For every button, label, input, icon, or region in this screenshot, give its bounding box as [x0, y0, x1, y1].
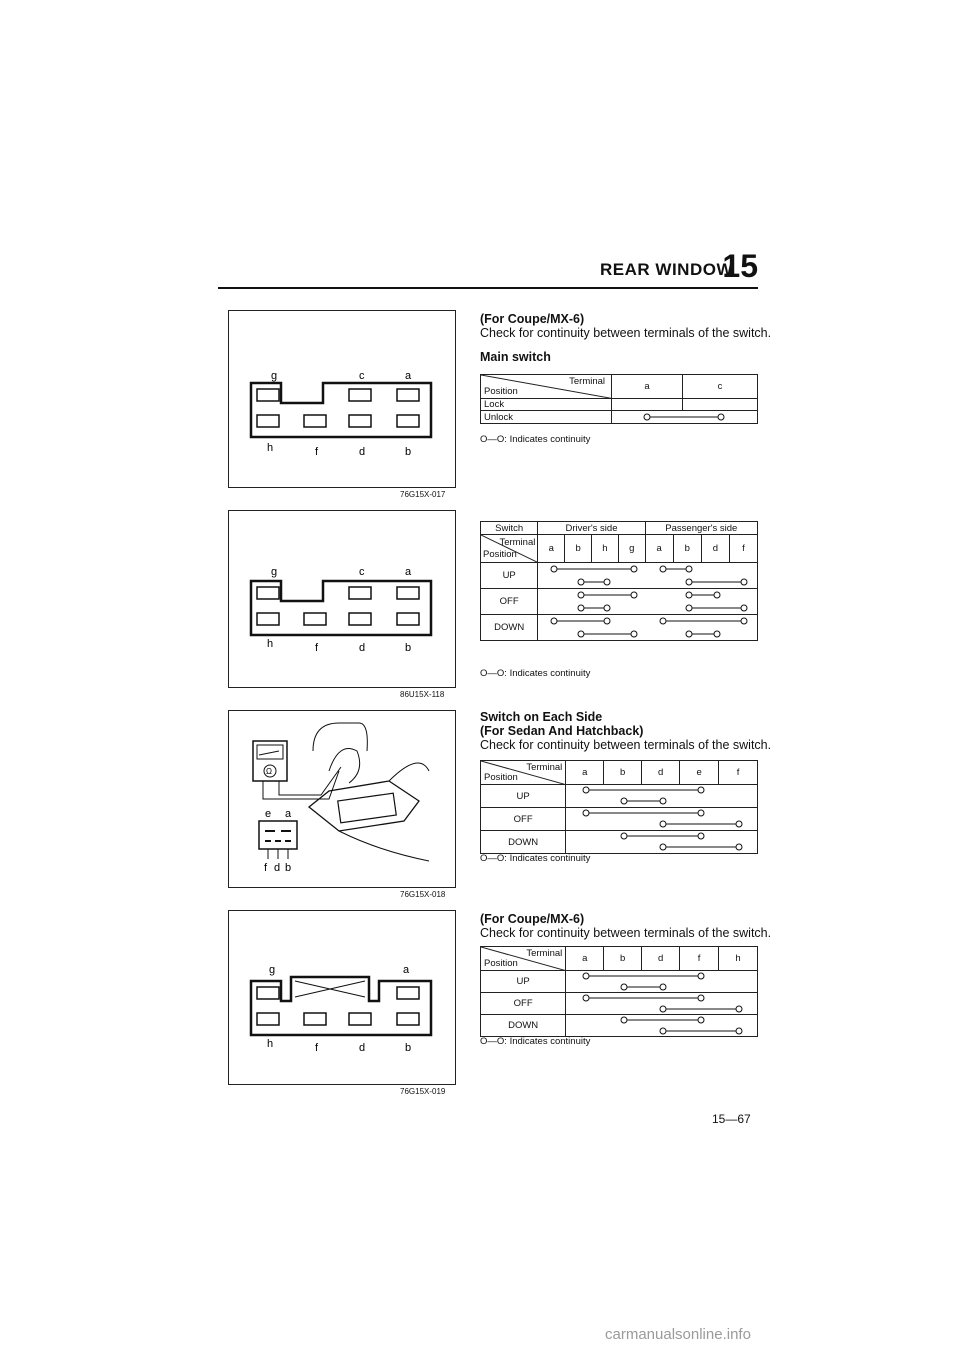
figure-connector-sub-switch [228, 510, 456, 688]
connector-diagram [229, 311, 455, 487]
label-c: c [359, 370, 365, 382]
label-a: a [285, 808, 292, 820]
label-b: b [405, 1042, 412, 1054]
figure-connector-coupe [228, 910, 456, 1085]
figure-connector-main-switch [228, 310, 456, 488]
header-rule [218, 287, 758, 289]
figure-caption: 76G15X-017 [400, 490, 446, 499]
header-diagonal-cell: Terminal Position [481, 375, 612, 399]
switch-terminal-table: Switch Driver's side Passenger's side Terminal Position a b h g a b d f UP OFF DOWN [480, 521, 758, 641]
label-g: g [271, 566, 278, 578]
label-f: f [315, 446, 319, 458]
label-a: a [405, 370, 412, 382]
section4-text: Check for continuity between terminals of the switch. [480, 926, 772, 940]
continuity-legend: O—O: Indicates continuity [480, 1036, 591, 1047]
label-a: a [403, 964, 410, 976]
label-g: g [269, 964, 276, 976]
header-diagonal-cell: Terminal Position [481, 761, 566, 785]
section3-text: Check for continuity between terminals of the switch. [480, 738, 772, 752]
page-number: 15—67 [712, 1112, 751, 1126]
label-a: a [405, 566, 412, 578]
continuity-legend: O—O: Indicates continuity [480, 434, 591, 445]
figure-caption: 76G15X-019 [400, 1087, 446, 1096]
section1-text: Check for continuity between terminals of the switch. [480, 326, 772, 340]
sedan-switch-table: Terminal Position a b d e f UP OFF DOWN [480, 760, 758, 854]
continuity-legend: O—O: Indicates continuity [480, 668, 591, 679]
header-title: REAR WINDOW [600, 260, 733, 279]
label-c: c [359, 566, 365, 578]
continuity-marks [567, 971, 759, 1039]
section1-subheading: Main switch [480, 350, 551, 364]
svg-text:Ω: Ω [266, 767, 272, 776]
figure-caption: 86U15X-118 [400, 690, 445, 699]
connector-diagram [229, 911, 455, 1084]
header-diagonal-cell: Terminal Position [481, 947, 566, 971]
connector-diagram [229, 511, 455, 687]
figure-ohmmeter-test [228, 710, 456, 888]
coupe-switch-table: Terminal Position a b d f h UP OFF DOWN [480, 946, 758, 1037]
label-d: d [274, 862, 281, 874]
label-b: b [405, 446, 412, 458]
figure-caption: 76G15X-018 [400, 890, 446, 899]
header-diagonal-cell: Terminal Position [481, 535, 538, 563]
section1-heading: (For Coupe/MX-6) [480, 312, 585, 326]
continuity-legend: O—O: Indicates continuity [480, 853, 591, 864]
label-e: e [265, 808, 272, 820]
section3-heading1: Switch on Each Side [480, 710, 603, 724]
label-f: f [315, 642, 319, 654]
watermark: carmanualsonline.info [605, 1326, 751, 1343]
page-header [600, 248, 758, 286]
continuity-marks [567, 785, 759, 855]
label-f: f [264, 862, 268, 874]
main-switch-table: Terminal Position a c Lock Unlock [480, 374, 758, 424]
continuity-marks [539, 563, 759, 643]
label-g: g [271, 370, 278, 382]
ohmmeter-illustration [229, 711, 455, 887]
label-d: d [359, 446, 366, 458]
label-b: b [285, 862, 292, 874]
label-h: h [267, 638, 274, 650]
label-h: h [267, 1038, 274, 1050]
label-b: b [405, 642, 412, 654]
label-d: d [359, 642, 366, 654]
section4-heading: (For Coupe/MX-6) [480, 912, 585, 926]
section3-heading2: (For Sedan And Hatchback) [480, 724, 644, 738]
label-h: h [267, 442, 274, 454]
header-section-number: 15 [722, 248, 758, 284]
label-d: d [359, 1042, 366, 1054]
label-f: f [315, 1042, 319, 1054]
